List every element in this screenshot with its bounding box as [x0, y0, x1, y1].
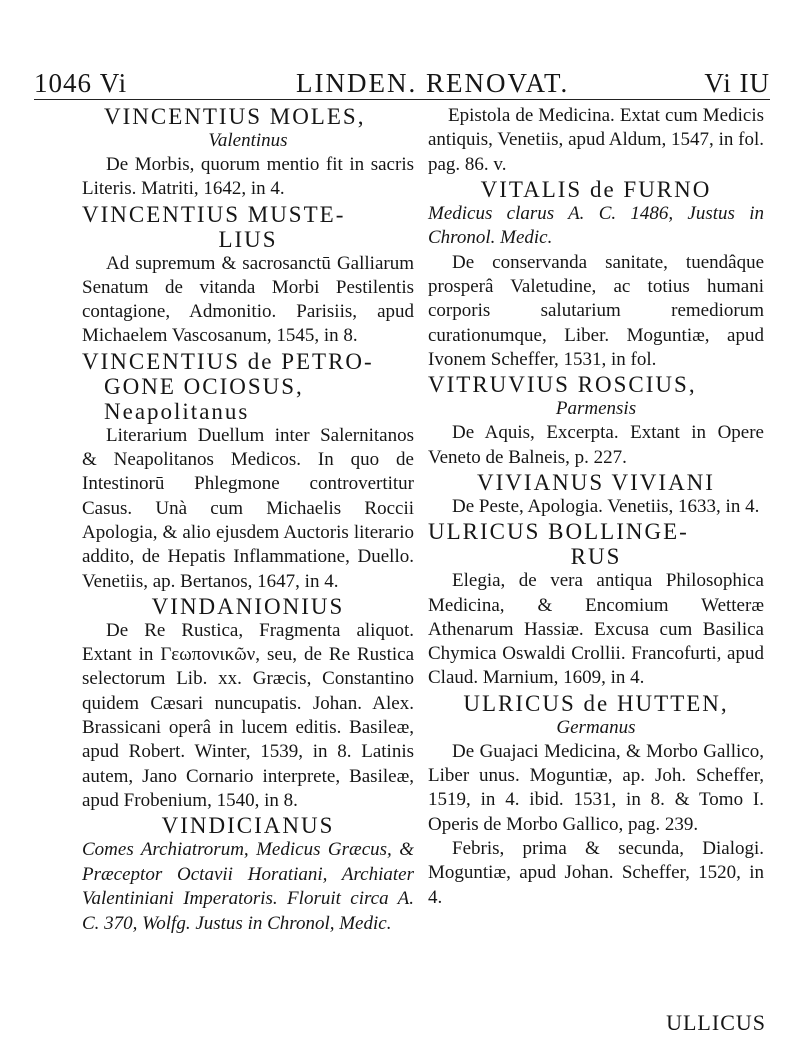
entry-body: De conservanda sanitate, tuendâque prosperâ Valetudine, ac totius humani corporis salutarium remediorum curationumque, Liber. Moguntiæ, apud Ivonem Scheffer, 1531, in fol. — [428, 251, 764, 371]
entry-vincentius-moles — [82, 104, 414, 202]
entry-vindanionius — [82, 594, 414, 813]
entry-heading: VINCENTIUS MUSTE- — [82, 201, 346, 227]
entry-heading: VITRUVIUS ROSCIUS, — [428, 372, 697, 398]
catchword: ULLICUS — [666, 1010, 766, 1035]
entry-heading: VINDICIANUS — [161, 813, 335, 839]
entry-body: Ad supremum & sacrosanctū Galliarum Senatum de vitanda Morbi Pestilentis contagione, Admonitio. Parisiis, apud Michaelem Vascosanum, 1545, in 8. — [82, 252, 414, 347]
entry-subheading: Valentinus — [208, 130, 288, 151]
entry-body-second: Febris, prima & secunda, Dialogi. Moguntiæ, apud Johan. Scheffer, 1520, in 4. — [428, 837, 764, 908]
running-header — [34, 62, 770, 102]
entry-heading: VINCENTIUS MOLES, — [104, 104, 366, 129]
entry-heading-continued: LIUS — [218, 226, 278, 252]
entry-vitruvius-roscius — [428, 372, 764, 470]
entry-body: Elegia, de vera antiqua Philosophica Medicina, & Encomium Wetteræ Athenarum Hassiæ. Excusa cum Basilica Chymica Oswaldi Crollii. Francofurti, apud Claud. Marnium, 1609, in 4. — [428, 570, 764, 689]
entry-heading: ULRICUS BOLLINGE- — [428, 519, 689, 545]
entry-vindicianus — [82, 813, 414, 936]
entry-body: De Morbis, quorum mentio fit in sacris Literis. Matriti, 1642, in 4. — [82, 154, 414, 200]
page-number: 1046 — [34, 68, 92, 98]
entry-subheading: Parmensis — [555, 398, 637, 420]
entry-heading-continued: GONE OCIOSUS, Neapolitanus — [104, 373, 304, 424]
entry-body: De Aquis, Excerpta. Extant in Opere Veneto de Balneis, p. 227. — [428, 422, 764, 468]
header-right-tag: Vi IU — [704, 68, 770, 98]
entry-ulricus-bollingerus — [428, 519, 764, 690]
entry-italic-body: Medicus clarus A. C. 1486, Justus in Chronol. Medic. — [428, 202, 764, 249]
entry-heading-continued: RUS — [570, 544, 622, 570]
entry-vivianus-viviani — [428, 470, 764, 519]
entry-continuation — [428, 104, 764, 177]
header-rule — [34, 99, 770, 100]
entry-heading: VIVIANUS VIVIANI — [477, 469, 715, 495]
entry-vincentius-mustelius — [82, 202, 414, 349]
header-title: LINDEN. RENOVAT. — [296, 68, 570, 98]
header-page-number — [34, 68, 127, 99]
entry-vitalis-de-furno — [428, 177, 764, 372]
entry-body: Epistola de Medicina. Extat cum Medicis antiquis, Venetiis, apud Aldum, 1547, in fol. pag. 86. v. — [428, 105, 764, 175]
entry-body: De Re Rustica, Fragmenta aliquot. Extant in Γεωπονικῶν, seu, de Re Rustica selectorum Lib. xx. Græcis, Constantino quidem Cæsari nuncupatis. Johan. Alex. Brassicani operâ in lucem editis. Basileæ, apud Robert. Winter, 1539, in 8. Latinis autem, Jano Cornario interprete, Basileæ, apud Frobenium, 1540, in 8. — [82, 619, 414, 811]
entry-body: Literarium Duellum inter Salernitanos & Neapolitanos Medicos. In quo de Intestinorū Phlegmone controvertitur Casus. Unà cum Michaelis Roccii Apologia, & alio ejusdem Auctoris literario addito, de Hepatis Inflammatione, Duello. Venetiis, ap. Bertanos, 1647, in 4. — [82, 424, 414, 592]
entry-heading: ULRICUS de HUTTEN, — [463, 690, 729, 716]
entry-body: De Guajaci Medicina, & Morbo Gallico, Liber unus. Moguntiæ, ap. Joh. Scheffer, 1519, in 4. ibid. 1531, in 8. & Tomo I. Operis de Morbo Gallico, pag. 239. — [428, 740, 764, 835]
entry-heading: VITALIS de FURNO — [480, 176, 712, 202]
entry-subheading: Germanus — [556, 716, 636, 738]
entry-heading: VINCENTIUS de PETRO- — [82, 348, 374, 374]
entry-italic-body: Comes Archiatrorum, Medicus Græcus, & Præceptor Octavii Horatiani, Archiater Valentiniani Imperatoris. Floruit circa A. C. 370, Wolfg. Justus in Chronol, Medic. — [82, 839, 414, 934]
entry-vincentius-de-petrogone — [82, 349, 414, 594]
left-column — [82, 104, 414, 936]
right-column — [428, 104, 764, 910]
entry-body: De Peste, Apologia. Venetiis, 1633, in 4. — [452, 495, 760, 517]
header-left-tag: Vi — [99, 68, 128, 98]
entry-ulricus-de-hutten — [428, 691, 764, 910]
entry-heading: VINDANIONIUS — [151, 593, 345, 619]
